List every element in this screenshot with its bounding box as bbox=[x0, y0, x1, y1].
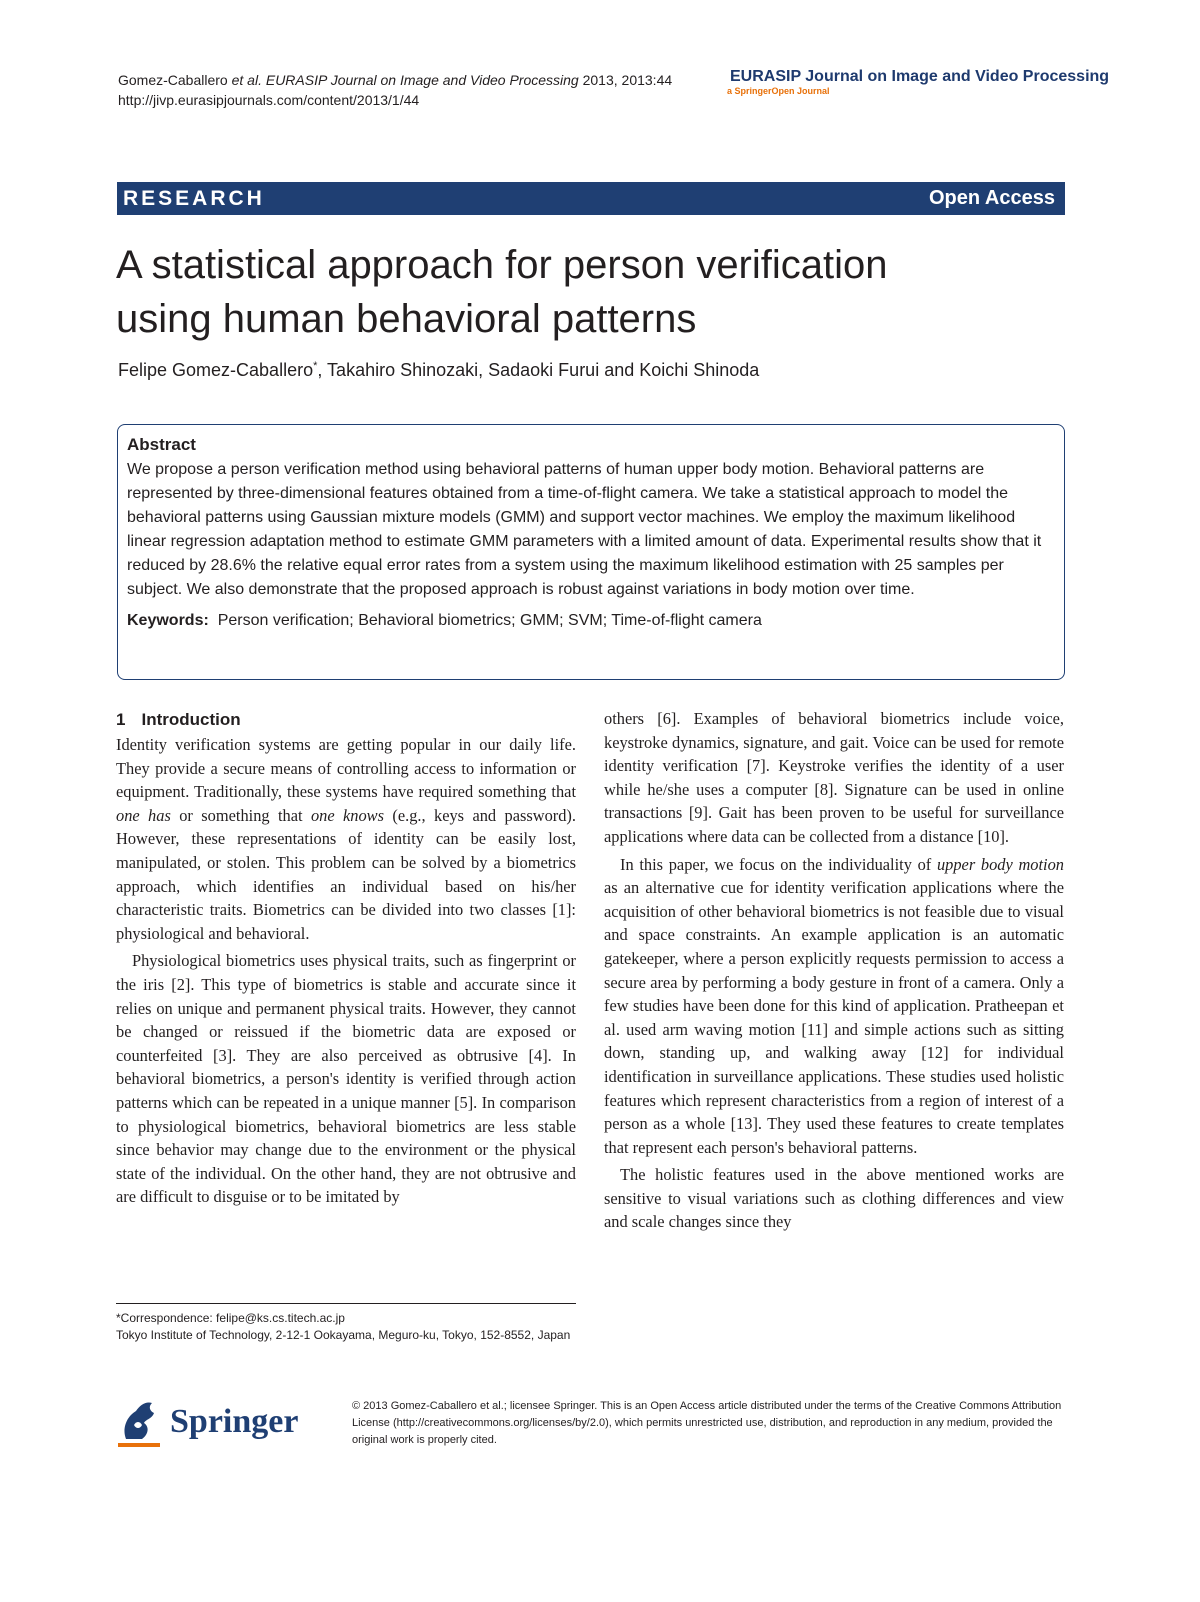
title-line-1: A statistical approach for person verification bbox=[116, 243, 888, 287]
springer-wordmark: Springer bbox=[170, 1403, 299, 1440]
keywords-list: Person verification; Behavioral biometrics; GMM; SVM; Time-of-flight camera bbox=[217, 612, 762, 629]
abstract-text: We propose a person verification method using behavioral patterns of human upper body motion. Behavioral patterns are represented by three-dimensional features obtained from a time-of-flight camera. We take a statistical approach to model the behavioral patterns using Gaussian mixture models (GMM) and support vector machines. We employ the maximum likelihood linear regression adaptation method to estimate GMM parameters with a limited amount of data. Experimental results show that it reduced by 28.6% the relative equal error rates from a system using the maximum likelihood estimation with 25 samples per subject. We also demonstrate that the proposed approach is robust against variations in body motion over time. bbox=[127, 461, 1042, 598]
article-url[interactable]: http://jivp.eurasipjournals.com/content/2013/1/44 bbox=[118, 92, 420, 108]
license-statement: © 2013 Gomez-Caballero et al.; licensee Springer. This is an Open Access article distributed under the terms of the Creative Commons Attribution License (http://creativecommons.org/licenses/by/2.0), which permits unrestricted use, distribution, and reproduction in any medium, provided the original work is properly cited. bbox=[352, 1400, 1062, 1446]
section-number: 1 bbox=[116, 710, 126, 729]
journal-name: EURASIP Journal on Image and Video Processing bbox=[730, 68, 1110, 85]
author-affiliation: Tokyo Institute of Technology, 2-12-1 Ookayama, Meguro-ku, Tokyo, 152-8552, Japan bbox=[116, 1328, 571, 1342]
paragraph: In this paper, we focus on the individuality of upper body motion as an alternative cue for identity verification applications where the acquisition of other behavioral biometrics is not feasible due to visual and space constraints. An example application is an automatic gatekeeper, where a person explicitly requests permission to access a secure area by performing a body gesture in front of a camera. Only a few studies have been done for this kind of application. Pratheepan et al. used arm waving motion [11] and simple actions such as sitting down, standing up, and walking away [12] for individual identification in surveillance applications. These studies used holistic features which represent characteristics from a region of interest of a person as a whole [13]. They used these features to create templates that represent each person's behavioral patterns. bbox=[604, 854, 1064, 1157]
keywords-label: Keywords: bbox=[127, 612, 209, 629]
footnote bbox=[116, 1310, 576, 1344]
article-type-label: RESEARCH bbox=[123, 186, 265, 210]
journal-logo bbox=[725, 68, 1110, 86]
abstract-heading: Abstract bbox=[127, 435, 196, 454]
author-list bbox=[118, 360, 759, 381]
abstract-box bbox=[117, 424, 1065, 680]
paragraph: The holistic features used in the above mentioned works are sensitive to visual variations such as clothing differences and view and scale changes since they bbox=[604, 1165, 1064, 1232]
footnote-divider bbox=[116, 1303, 576, 1304]
correspondence-email[interactable]: *Correspondence: felipe@ks.cs.titech.ac.jp bbox=[116, 1311, 345, 1325]
corresponding-author: Felipe Gomez-Caballero bbox=[118, 360, 314, 380]
springer-horse-icon bbox=[116, 1395, 162, 1449]
body-column-left bbox=[116, 707, 576, 1209]
paragraph: Identity verification systems are getting popular in our daily life. They provide a secure means of controlling access to information or equipment. Traditionally, these systems have required something that one has or something that one knows (e.g., keys and password). However, these representations of identity can be easily lost, manipulated, or stolen. This problem can be solved by a biometrics approach, which identifies an individual based on his/her characteristic traits. Biometrics can be divided into two classes [1]: physiological and behavioral. bbox=[116, 735, 576, 943]
title-line-2: using human behavioral patterns bbox=[116, 297, 697, 341]
co-authors: , Takahiro Shinozaki, Sadaoki Furui and Koichi Shinoda bbox=[317, 360, 760, 380]
article-title bbox=[116, 238, 1066, 346]
paragraph: others [6]. Examples of behavioral biometrics include voice, keystroke dynamics, signature, and gait. Voice can be used for remote identity verification [7]. Keystroke verifies the identity of a user while he/she uses a computer [8]. Signature can be used in online transactions [9]. Gait has been proven to be useful for surveillance applications where data can be collected from a distance [10]. bbox=[604, 709, 1064, 846]
keywords-line bbox=[127, 612, 1054, 630]
section-heading bbox=[116, 707, 576, 733]
journal-brand bbox=[725, 68, 1110, 96]
open-access-label: Open Access bbox=[929, 187, 1055, 209]
header-citation bbox=[118, 70, 672, 110]
journal-subtitle: a SpringerOpen Journal bbox=[727, 86, 830, 96]
publisher-logo bbox=[116, 1392, 336, 1452]
correspondence-mark[interactable]: * bbox=[313, 360, 318, 372]
body-column-right bbox=[604, 707, 1064, 1234]
paragraph: Physiological biometrics uses physical traits, such as fingerprint or the iris [2]. This type of biometrics is stable and accurate since it relies on unique and permanent physical traits. However, they cannot be changed or reissued if the biometric data are exposed or counterfeited [3]. They are also perceived as obtrusive [4]. In behavioral biometrics, a person's identity is verified through action patterns which can be repeated in a unique manner [5]. In comparison to physiological biometrics, behavioral biometrics are less stable since behavior may change due to the environment or the physical state of the individual. On the other hand, they are not obtrusive and are difficult to disguise or to be imitated by bbox=[116, 951, 576, 1207]
citation-line: Gomez-Caballero et al. EURASIP Journal on Image and Video Processing 2013, 2013:44 bbox=[118, 72, 673, 88]
article-type-banner bbox=[117, 182, 1065, 215]
section-title: Introduction bbox=[141, 710, 241, 729]
